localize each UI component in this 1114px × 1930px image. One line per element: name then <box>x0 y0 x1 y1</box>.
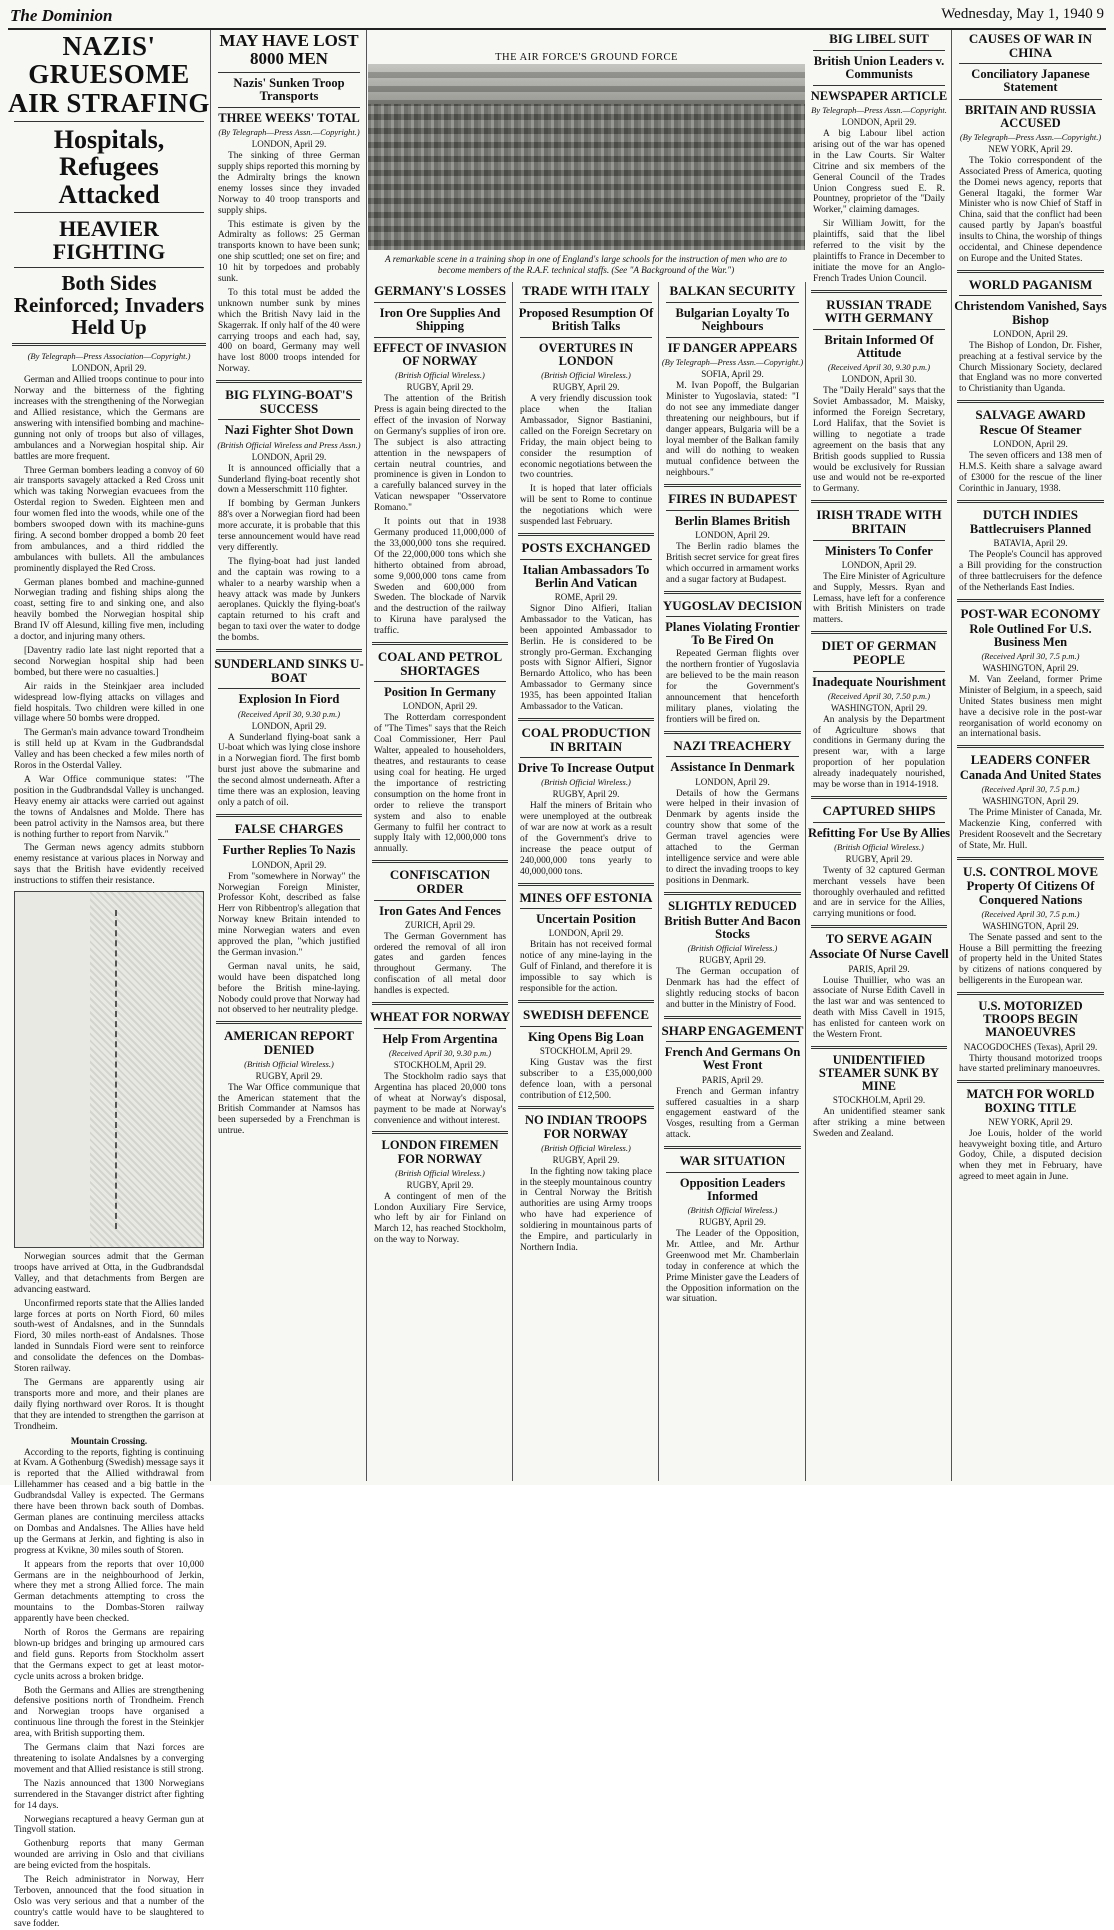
paragraph: A War Office communique states: "The position in the Gudbrandsdal Valley is unchanged. Heavy enemy air attacks were carried out against the towns of Andalsnes and Molde. There has been patrol activity in the Namsos area, but there is nothing further to report from Narvik." <box>14 774 204 840</box>
article-subheadline: Battlecruisers Planned <box>969 522 1092 537</box>
article-subheadline: Canada And United States <box>959 768 1102 783</box>
dateline: LONDON, April 29. <box>251 859 327 870</box>
paragraph: The Germans are apparently using air transports more and more, and their planes are daily flying northward over Roros. It is thought that they are intended to strengthen the garrison at Trondheim. <box>14 1378 204 1432</box>
article-subheadline: Explosion In Fiord <box>238 692 340 707</box>
article-subheadline: British Union Leaders v. Communists <box>813 53 945 81</box>
article-subheadline: Rescue Of Steamer <box>979 422 1082 437</box>
section-label: Mountain Crossing. <box>70 1435 148 1446</box>
paragraph: The flying-boat had just landed and the captain was rowing to a whaler to a nearby warship when a heavy attack was made by Junkers aeroplanes. Quickly the flying-boat's captain returned to his craft and began to taxi over the water to dodge the bombs. <box>218 556 360 644</box>
paragraph: The War Office communique that the American statement that the British Commander at Namsos has been superseded by a Frenchman is untrue. <box>218 1082 360 1137</box>
paragraph: The Nazis announced that 1300 Norwegians surrendered in the Stavanger district after fighting for 14 days. <box>14 1778 204 1811</box>
paragraph: The Berlin radio blames the British secret service for great fires which occurred in armament works and a sugar factory at Budapest. <box>666 541 799 585</box>
article-headline: SALVAGE AWARD <box>975 407 1086 423</box>
main-headline: NAZIS' GRUESOME AIR STRAFING <box>8 31 210 118</box>
paragraph: If bombing by German Junkers 88's over a Norwegian fiord had been more accurate, it is probable that this terse announcement would have read very differently. <box>218 499 360 553</box>
article-headline: COAL AND PETROL SHORTAGES <box>377 649 503 678</box>
article-subheadline: Iron Gates And Fences <box>379 903 501 918</box>
paragraph: A very friendly discussion took place when the Italian Ambassador, Signor Bastianini, called on the Foreign Secretary on Friday, the main object being to consider the resumption of economic negotiations between the two countries. <box>520 394 652 481</box>
article-subheadline: BRITAIN AND RUSSIA ACCUSED <box>964 102 1097 130</box>
dateline: LONDON, April 29. <box>548 928 624 939</box>
article-headline: TO SERVE AGAIN <box>825 932 933 947</box>
dateline: RUGBY, April 29. <box>406 382 474 393</box>
dateline: PARIS, April 29. <box>701 1074 764 1085</box>
paragraph: A Sunderland flying-boat sank a U-boat which was lying close inshore in a Norwegian fiord. The first bomb burst just above the submarine and the second almost underneath. After a time there was an explosion, leaving only a patch of oil. <box>218 732 360 808</box>
paragraph: From "somewhere in Norway" the Norwegian Foreign Minister, Professor Koht, described as false Herr von Ribbentrop's allegation that Norway knew Britain intended to mine Norwegian waters and even approved the plan, "which justified the German invasion." <box>218 871 360 958</box>
dateline: SOFIA, April 29. <box>701 369 764 380</box>
article-subheadline: OVERTURES IN LONDON <box>538 340 634 369</box>
paragraph: It is announced officially that a Sunderland flying-boat recently shot down a Messerschmitt 110 fighter. <box>218 463 360 496</box>
article-headline: SLIGHTLY REDUCED <box>668 898 797 913</box>
paragraph: [Daventry radio late last night reported that a second Norwegian hospital ship had been bombed, but there were no casualties.] <box>14 646 204 678</box>
dateline: LONDON, April 29. <box>695 529 770 540</box>
article-headline: RUSSIAN TRADE WITH GERMANY <box>824 296 934 326</box>
credit-line: (British Official Wireless.) <box>541 1142 631 1153</box>
article-subheadline: Refitting For Use By Allies <box>807 825 951 840</box>
dateline: PARIS, April 29. <box>848 963 910 974</box>
paragraph: The Germans claim that Nazi forces are threatening to isolate Andalsnes by a converging movement and that Allied resistance is still strong. <box>14 1743 204 1775</box>
dateline: ROME, April 29. <box>554 591 618 602</box>
dateline: RUGBY, April 29. <box>552 382 620 393</box>
article-headline: CAUSES OF WAR IN CHINA <box>968 31 1093 60</box>
paragraph: M. Ivan Popoff, the Bulgarian Minister to Yugoslavia, stated: "I do not see any immediate danger threatening our neighbours, but if danger appears, Bulgaria will be a loyal member of the Balkan family and will do nothing to weaken mutual confidence between the neighbours." <box>666 381 799 479</box>
paragraph: The People's Council has approved a Bill providing for the construction of three battlecruisers for the defence of the Netherlands East Indies. <box>959 550 1102 594</box>
article-subheadline: THREE WEEKS' TOTAL <box>218 110 360 125</box>
credit-line: (British Official Wireless.) <box>687 943 778 954</box>
issue-date-page: Wednesday, May 1, 1940 9 <box>941 6 1104 22</box>
dateline: WASHINGTON, April 29. <box>830 702 928 713</box>
paragraph: The German's main advance toward Trondheim is still held up at Kvam in the Gudbrandsdal Valley and has been checked a few miles north of Roros in the Osterdal Valley. <box>14 728 204 772</box>
article-subheadline: Further Replies To Nazis <box>222 843 356 858</box>
column-5 <box>660 282 806 1481</box>
paragraph: The attention of the British Press is again being directed to the effect of the invasion of Norway on Germany's supplies of iron ore. The subject is also attracting attention in the newspapers of certain neutral countries, and prominence is given in London to a carefully balanced survey in the Vatican newspaper "Osservatore Romano." <box>374 394 506 514</box>
masthead <box>8 4 1106 30</box>
paragraph: Britain has not received formal notice of any mine-laying in the Gulf of Finland, and therefore it is impossible to say which is responsible for the action. <box>520 940 652 995</box>
credit-line: (British Official Wireless.) <box>834 841 924 852</box>
paragraph: North of Roros the Germans are repairing blown-up bridges and bringing up armoured cars and field guns. Reports from Stockholm assert that the Germans expect to get at least motor-cycle units across a broken bridge. <box>14 1628 204 1682</box>
dateline: LONDON, April 29. <box>993 328 1068 339</box>
credit-line: (Received April 30, 9.30 p.m.) <box>237 708 341 719</box>
article-headline: DUTCH INDIES <box>983 506 1078 522</box>
article-subheadline: British Butter And Bacon Stocks <box>664 913 801 941</box>
column-3 <box>368 282 513 1481</box>
credit-line: (By Telegraph—Press Assn.—Copyright.) <box>218 127 360 138</box>
dateline: LONDON, April 29. <box>841 559 917 570</box>
article-headline: AMERICAN REPORT DENIED <box>224 1028 354 1058</box>
credit-line: (Received April 30, 7.5 p.m.) <box>981 908 1080 919</box>
article-subheadline: Drive To Increase Output <box>517 761 655 776</box>
credit-line: (Received April 30, 7.50 p.m.) <box>827 690 931 701</box>
article-subheadline: Iron Ore Supplies And Shipping <box>379 305 501 333</box>
paragraph: Signor Dino Alfieri, Italian Ambassador to the Vatican, has been appointed Ambassador to Berlin. He is considered to be strongly pro-German. Exchanging posts with Signor Alfieri, Signor Bernardo Attolico, who has been Ambassador to Germany since 1935, has been appointed Italian Ambassador to the Vatican. <box>520 603 652 713</box>
dateline: NEW YORK, April 29. <box>988 143 1073 154</box>
column-6 <box>807 30 952 1481</box>
paragraph: M. Van Zeeland, former Prime Minister of Belgium, in a speech, said United States business men might have a decisive role in the post-war reorganisation of world economy on an international basis. <box>959 674 1102 740</box>
dateline: STOCKHOLM, April 29. <box>393 1059 487 1070</box>
credit-line: (Received April 30, 9.30 p.m.) <box>388 1047 492 1058</box>
credit-line: (British Official Wireless and Press Assn.) <box>217 439 361 450</box>
paragraph: This estimate is given by the Admiralty as follows: 25 German transports known to have been sunk; one ship scuttled; one set on fire; and 10 hit by torpedoes and probably sunk. <box>218 219 360 285</box>
article-headline: BALKAN SECURITY <box>669 283 796 298</box>
article-subheadline: Nazi Fighter Shot Down <box>224 423 354 438</box>
paragraph: French and German infantry suffered casualties in a sharp engagement eastward of the Vosges, resulting from a German attack. <box>666 1086 799 1141</box>
column-1 <box>8 30 211 1929</box>
paragraph: Norwegian sources admit that the German troops have arrived at Otta, in the Gudbrandsdal Valley, and that detachments from Bergen are advancing eastward. <box>14 1252 204 1295</box>
dateline: LONDON, April 29. <box>251 139 327 150</box>
article-headline: LONDON FIREMEN FOR NORWAY <box>381 1138 499 1166</box>
credit-line: (British Official Wireless.) <box>541 370 631 381</box>
norway-map <box>14 891 204 1248</box>
article-headline: GERMANY'S LOSSES <box>374 283 506 298</box>
paragraph: German naval units, he said, would have been dispatched long before the British mine-laying. Nobody could prove that Norway had not observed to her neutrality pledge. <box>218 961 360 1016</box>
article-headline: U.S. MOTORIZED TROOPS BEGIN MANOEUVRES <box>978 999 1083 1040</box>
dateline: RUGBY, April 29. <box>699 1217 766 1228</box>
paragraph: Norwegians recaptured a heavy German gun at Tingvoll station. <box>14 1814 204 1836</box>
dateline: STOCKHOLM, April 29. <box>539 1045 633 1056</box>
dateline: WASHINGTON, April 29. <box>982 796 1079 807</box>
paragraph: German and Allied troops continue to pour into Norway and the bitterness of the fighting increases with the strengthening of the Norwegian and Allied resistance, which the Germans are answering with intensified bombing and machine-gunning not only of troops but also of villages, ambulances and a Norwegian hospital ship. Air battles are more frequent. <box>14 375 204 462</box>
article-subheadline: Conciliatory Japanese Statement <box>971 67 1090 95</box>
paragraph: An unidentified steamer sank after striking a mine between Sweden and Zealand. <box>813 1107 945 1140</box>
dateline: LONDON, April 29. <box>71 363 147 374</box>
article-headline: NAZI TREACHERY <box>673 737 792 753</box>
article-headline: POSTS EXCHANGED <box>521 540 651 556</box>
article-headline: FALSE CHARGES <box>234 820 344 836</box>
article-headline: LEADERS CONFER <box>970 752 1091 768</box>
article-headline: MAY HAVE LOST 8000 MEN <box>219 31 359 68</box>
article-headline: COAL PRODUCTION IN BRITAIN <box>521 724 651 754</box>
paragraph: It appears from the reports that over 10,000 Germans are in the neighbourhood of Jerkin, where they met a strong Allied force. The main German detachments attempting to cross the mountains to the Dombas-Storen railway apparently have been checked. <box>14 1559 204 1625</box>
paragraph: The Stockholm radio says that Argentina has placed 20,000 tons of wheat at Norway's disposal, payment to be made at Norway's convenience and without interest. <box>374 1071 506 1126</box>
paragraph: Details of how the Germans were helped in their invasion of Denmark by agents inside the country show that some of the German travel agencies were attached to the German intelligence service and were able to direct the invading troops to key positions in Denmark. <box>666 788 799 886</box>
article-headline: U.S. CONTROL MOVE <box>962 863 1099 879</box>
paragraph: The German news agency admits stubborn enemy resistance at various places in Norway and says that the British have evidently received instructions to stiffen their resistance. <box>14 843 204 887</box>
article-subheadline: IF DANGER APPEARS <box>667 340 798 355</box>
paragraph: It is hoped that later officials will be sent to Rome to continue the negotiations which were suspended last February. <box>520 484 652 528</box>
article-subheadline: EFFECT OF INVASION OF NORWAY <box>373 340 507 369</box>
credit-line: (Received April 30, 7.5 p.m.) <box>981 650 1080 661</box>
article-headline: YUGOSLAV DECISION <box>662 597 803 613</box>
credit-line: (British Official Wireless.) <box>395 1167 485 1178</box>
article-subheadline: Property Of Citizens Of Conquered Nations <box>966 879 1095 907</box>
subheadline: HEAVIER FIGHTING <box>52 215 166 265</box>
article-headline: SWEDISH DEFENCE <box>522 1007 650 1023</box>
dateline: NEW YORK, April 29. <box>988 1116 1073 1127</box>
dateline: STOCKHOLM, April 29. <box>832 1095 926 1106</box>
dateline: LONDON, April 29. <box>251 720 327 731</box>
article-subheadline: King Opens Big Loan <box>528 1029 644 1044</box>
article-headline: WAR SITUATION <box>679 1153 786 1169</box>
training-shop-photo <box>368 64 805 250</box>
credit-line: (Received April 30, 7.5 p.m.) <box>981 784 1080 795</box>
article-headline: MATCH FOR WORLD BOXING TITLE <box>966 1087 1095 1115</box>
paragraph: Half the miners of Britain who were unemployed at the outbreak of war are now at work as a result of the Government's drive to increase the peace output of 240,000,000 tons yearly to 40,000,000 tons. <box>520 801 652 877</box>
article-headline: DIET OF GERMAN PEOPLE <box>821 638 937 667</box>
article-subheadline: Assistance In Denmark <box>670 760 795 775</box>
article-headline: BIG LIBEL SUIT <box>829 31 929 46</box>
dateline: LONDON, April 29. <box>993 439 1068 450</box>
article-headline: IRISH TRADE WITH BRITAIN <box>816 507 942 536</box>
article-headline: POST-WAR ECONOMY <box>960 606 1101 622</box>
article-subheadline: Role Outlined For U.S. Business Men <box>969 621 1092 649</box>
article-subheadline: Help From Argentina <box>382 1031 498 1046</box>
paragraph: Joe Louis, holder of the world heavyweight boxing title, and Arturo Godoy, Chile, a disputed decision when they met in February, have agreed to meet again in June. <box>959 1128 1102 1183</box>
dateline: ZURICH, April 29. <box>404 919 475 930</box>
dateline: RUGBY, April 29. <box>845 853 913 864</box>
article-headline: MINES OFF ESTONIA <box>519 889 653 905</box>
article-headline: SUNDERLAND SINKS U-BOAT <box>214 656 364 685</box>
article-subheadline: Planes Violating Frontier To Be Fired On <box>665 620 800 648</box>
paragraph: Sir William Jowitt, for the plaintiffs, said that the libel referred to the visit by the plaintiffs to France in December to initiate the move for an Anglo-French Trades Union Council. <box>813 219 945 284</box>
article-headline: CONFISCATION ORDER <box>389 867 491 896</box>
article-headline: SHARP ENGAGEMENT <box>661 1022 804 1038</box>
dateline: NACOGDOCHES (Texas), April 29. <box>963 1041 1098 1052</box>
dateline: LONDON, April 29. <box>402 701 478 712</box>
credit-line: (By Telegraph—Press Association—Copyright.) <box>27 351 191 362</box>
column-2 <box>212 30 367 1481</box>
paragraph: A big Labour libel action arising out of the war has opened in the Law Courts. Sir Walter Citrine and six members of the General Council of the Trades Union Congress sued E. R. Pountney, proprietor of the "Daily Worker," claiming damages. <box>813 129 945 216</box>
paragraph: Three German bombers leading a convoy of 60 air transports savagely attacked a Red Cross unit which was taking Norwegian evacuees from the Osterdal region to Sweden. Eighteen men and four women fled into the woods, while one of the bombers swooped down with its machine-guns firing. A second bomber dropped a bomb 20 feet from ambulances, and a third riddled the ambulances with bullets. All the ambulances prominently displayed the Red Cross. <box>14 465 204 574</box>
dateline: RUGBY, April 29. <box>406 1179 474 1190</box>
credit-line: (British Official Wireless.) <box>687 1205 778 1216</box>
dateline: WASHINGTON, April 29. <box>982 920 1079 931</box>
article-subheadline: Ministers To Confer <box>825 543 933 558</box>
article-subheadline: Berlin Blames British <box>674 513 791 528</box>
dateline: RUGBY, April 29. <box>255 1070 323 1081</box>
article-headline: UNIDENTIFIED STEAMER SUNK BY MINE <box>818 1052 940 1094</box>
article-headline: WHEAT FOR NORWAY <box>369 1009 511 1025</box>
paragraph: The seven officers and 138 men of H.M.S. Keith share a salvage award of £3000 for the rescue of the liner Corinthic in January, 1938. <box>959 451 1102 494</box>
article-subheadline: Inadequate Nourishment <box>812 674 946 689</box>
credit-line: By Telegraph—Press Assn.—Copyright. <box>811 105 947 116</box>
article-subheadline: French And Germans On West Front <box>664 1045 801 1073</box>
column-7 <box>953 30 1108 1481</box>
article-headline: CAPTURED SHIPS <box>822 802 936 818</box>
credit-line: (Received April 30, 9.30 p.m.) <box>827 362 931 373</box>
paragraph: The German Government has ordered the removal of all iron gates and garden fences throughout Germany. The confiscation of all metal door handles is expected. <box>374 931 506 997</box>
article-subheadline: Britain Informed Of Attitude <box>824 332 934 361</box>
paragraph: The Eire Minister of Agriculture and Supply, Messrs. Ryan and Lemass, have left for a conference with British Ministers on trade matters. <box>813 571 945 626</box>
dateline: RUGBY, April 29. <box>552 789 620 800</box>
paragraph: The Leader of the Opposition, Mr. Attlee, and Mr. Arthur Greenwood met Mr. Chamberlain today in conference at which the Prime Minister gave the Leaders of the Opposition information on the war situation. <box>666 1229 799 1305</box>
paragraph: Gothenburg reports that many German wounded are arriving in Oslo and that civilians are being evicted from the hospitals. <box>14 1839 204 1872</box>
paragraph: German planes bombed and machine-gunned Norwegian trading and fishing ships along the coast, setting fire to and sinking one, and also heavily bombed the Norwegian hospital ship Brand IV off Alesund, killing five men, including a doctor, and injuring many others. <box>14 577 204 643</box>
newspaper-name: The Dominion <box>10 6 113 25</box>
dateline: BATAVIA, April 29. <box>993 538 1068 549</box>
paragraph: Both the Germans and Allies are strengthening defensive positions north of Trondheim. French and Norwegian troops have organised a continuous line through the forest in the Steinkjer area, with British supporting them. <box>14 1685 204 1740</box>
paragraph: The Bishop of London, Dr. Fisher, preaching at a festival service by the Church Missionary Society, declared that England was no more converted to Christianity than Uganda. <box>959 340 1102 395</box>
subheadline: Hospitals, Refugees Attacked <box>53 125 165 209</box>
article-headline: NO INDIAN TROOPS FOR NORWAY <box>524 1113 647 1141</box>
dateline: LONDON, April 29. <box>841 117 917 128</box>
paragraph: The sinking of three German supply ships reported this morning by the Admiralty brings the known enemy losses since they invaded Norway to 40 troop transports and supply ships. <box>218 151 360 216</box>
credit-line: (By Telegraph—Press Assn.—Copyright.) <box>959 131 1102 142</box>
dateline: LONDON, April 29. <box>695 776 770 787</box>
paragraph: A contingent of men of the London Auxiliary Fire Service, who left by air for Finland on March 12, has reached Stockholm, on the way to Norway. <box>374 1191 506 1246</box>
photo-caption: A remarkable scene in a training shop in one of England's large schools for the instruction of men who are to become members of the R.A.F. technical staffs. (See "A Background of the War.") <box>385 254 787 275</box>
article-subheadline: Uncertain Position <box>536 912 636 927</box>
article-subheadline: NEWSPAPER ARTICLE <box>810 88 948 103</box>
paragraph: King Gustav was the first subscriber to a £35,000,000 defence loan, with a personal contribution of £12,500. <box>520 1057 652 1101</box>
article-headline: TRADE WITH ITALY <box>522 283 650 298</box>
paragraph: According to the reports, fighting is continuing at Kvam. A Gothenburg (Swedish) message says it is reported that the Allied withdrawal from Lillehammer has ceased and a big battle in the Gudbrandsdal Valley is expected. The Germans there have been thrown back south of Dombas. German planes are continuing merciless attacks on Dombas and Andalsnes. The Allies have held up the Germans at Jerkin, and fighting is also in progress at Kvikne, 30 miles south of Storen. <box>14 1447 204 1556</box>
photo-title: THE AIR FORCE'S GROUND FORCE <box>495 52 678 63</box>
article-headline: BIG FLYING-BOAT'S SUCCESS <box>225 387 353 416</box>
article-subheadline: Italian Ambassadors To Berlin And Vatican <box>522 562 650 590</box>
paragraph: The Tokio correspondent of the Associated Press of America, quoting the Domei news agency, reports that General Itagaki, the former War Minister who is now Chief of Staff in China, said that the conflict had been caused partly by Japan's boastful insults to China, the worship of things occidental, and Chinese dependence on Europe and the United States. <box>959 155 1102 264</box>
paragraph: The "Daily Herald" says that the Soviet Ambassador, M. Maisky, informed the Foreign Secretary, Lord Halifax, that the Soviet is willing to negotiate a trade agreement on the basis that any British goods supplied to Russia would be exclusively for Russian use and would not be re-exported to Germany. <box>813 386 945 495</box>
paragraph: The Rotterdam correspondent of "The Times" says that the Reich Coal Commissioner, Herr Paul Walter, appealed to householders, theatres, and restaurants to cease using coal for heating. He urged the importance of restricting consumption on the home front in order to relieve the transport system and also to enable Germany to fulfil her contract to supply Italy with 12,000,000 tons annually. <box>374 713 506 855</box>
article-subheadline: Position In Germany <box>384 685 496 700</box>
dateline: RUGBY, April 29. <box>699 955 766 966</box>
paragraph: The German occupation of Denmark has had the effect of slightly reducing stocks of bacon and butter in the Ministry of Food. <box>666 967 799 1010</box>
paragraph: Thirty thousand motorized troops have started preliminary manoeuvres. <box>959 1053 1102 1075</box>
paragraph: Air raids in the Steinkjaer area included widespread low-flying attacks on villages and field hospitals. Two children were killed in one village where 50 bombs were dropped. <box>14 681 204 725</box>
dateline: LONDON, April 29. <box>251 451 327 462</box>
paragraph: Twenty of 32 captured German merchant vessels have been thoroughly overhauled and refitted and are in service for the Allies, carrying munitions or food. <box>813 865 945 920</box>
credit-line: (By Telegraph—Press Assn.—Copyright.) <box>661 357 804 368</box>
paragraph: To this total must be added the unknown number sunk by mines which the British Navy laid in the Skagerrak. If only half of the 40 were carrying troops and each had, say, 400 on board, Germany may well have lost 8000 troops intended for Norway. <box>218 287 360 375</box>
dateline: LONDON, April 30. <box>841 374 917 385</box>
paragraph: In the fighting now taking place in the steeply mountainous country in Central Norway the British authorities are using Army troops who have had experience of soldiering in mountainous parts of the Empire, and particularly in Northern India. <box>520 1166 652 1253</box>
credit-line: (British Official Wireless.) <box>395 370 485 381</box>
paragraph: The Prime Minister of Canada, Mr. Mackenzie King, conferred with President Roosevelt and the Secretary of State, Mr. Hull. <box>959 808 1102 851</box>
paragraph: An analysis by the Department of Agriculture shows that conditions in Germany during the present war, with a large proportion of her population already inadequately nourished, may be worse than in 1914-1918. <box>813 714 945 791</box>
paragraph: Louise Thuillier, who was an associate of Nurse Edith Cavell in the last war and was sentenced to death with Miss Cavell in 1915, has enlisted for canteen work on the Western Front. <box>813 975 945 1041</box>
article-headline: FIRES IN BUDAPEST <box>668 491 797 507</box>
article-subheadline: Associate Of Nurse Cavell <box>809 947 949 962</box>
article-headline: WORLD PAGANISM <box>968 276 1093 292</box>
subheadline: Both Sides Reinforced; Invaders Held Up <box>13 271 205 340</box>
paragraph: The Senate passed and sent to the House a Bill permitting the freezing of property held in the United States by citizens of nations conquered by belligerents in the European war. <box>959 932 1102 987</box>
article-subheadline: Bulgarian Loyalty To Neighbours <box>675 305 790 333</box>
column-4 <box>514 282 659 1481</box>
paragraph: It points out that in 1938 Germany produced 11,000,000 of the 33,000,000 tons she required. Of the 22,000,000 tons which she hitherto obtained from abroad, some 9,000,000 tons came from Sweden and 600,000 from Sweden. The blockade of Narvik and the destruction of the railway to Kiruna have paralysed the traffic. <box>374 517 506 637</box>
article-subheadline: Nazis' Sunken Troop Transports <box>233 75 345 103</box>
paragraph: Unconfirmed reports state that the Allies landed large forces at ports on North Fiord, 60 miles south-west of Andalsnes, and in the Sunndals Fiord, 30 miles north-east of Andalsnes. Those landed in Sunndals Fiord were sent to reinforce and consolidate the defences on the Dombas-Storen railway. <box>14 1298 204 1375</box>
article-subheadline: Proposed Resumption Of British Talks <box>518 305 654 333</box>
credit-line: (British Official Wireless.) <box>541 777 631 788</box>
paragraph: Repeated German flights over the northern frontier of Yugoslavia are believed to be the main reason for the Government's announcement that henceforth military planes, violating the frontiers will be fired on. <box>666 649 799 725</box>
dateline: WASHINGTON, April 29. <box>982 662 1079 673</box>
dateline: RUGBY, April 29. <box>552 1154 620 1165</box>
paragraph: The Reich administrator in Norway, Herr Terboven, announced that the food situation in Oslo was very serious and that a number of the country's cattle would have to be slaughtered to save fodder. <box>14 1875 204 1929</box>
credit-line: (British Official Wireless.) <box>244 1058 334 1069</box>
article-subheadline: Christendom Vanished, Says Bishop <box>954 299 1107 327</box>
article-subheadline: Opposition Leaders Informed <box>679 1175 786 1203</box>
